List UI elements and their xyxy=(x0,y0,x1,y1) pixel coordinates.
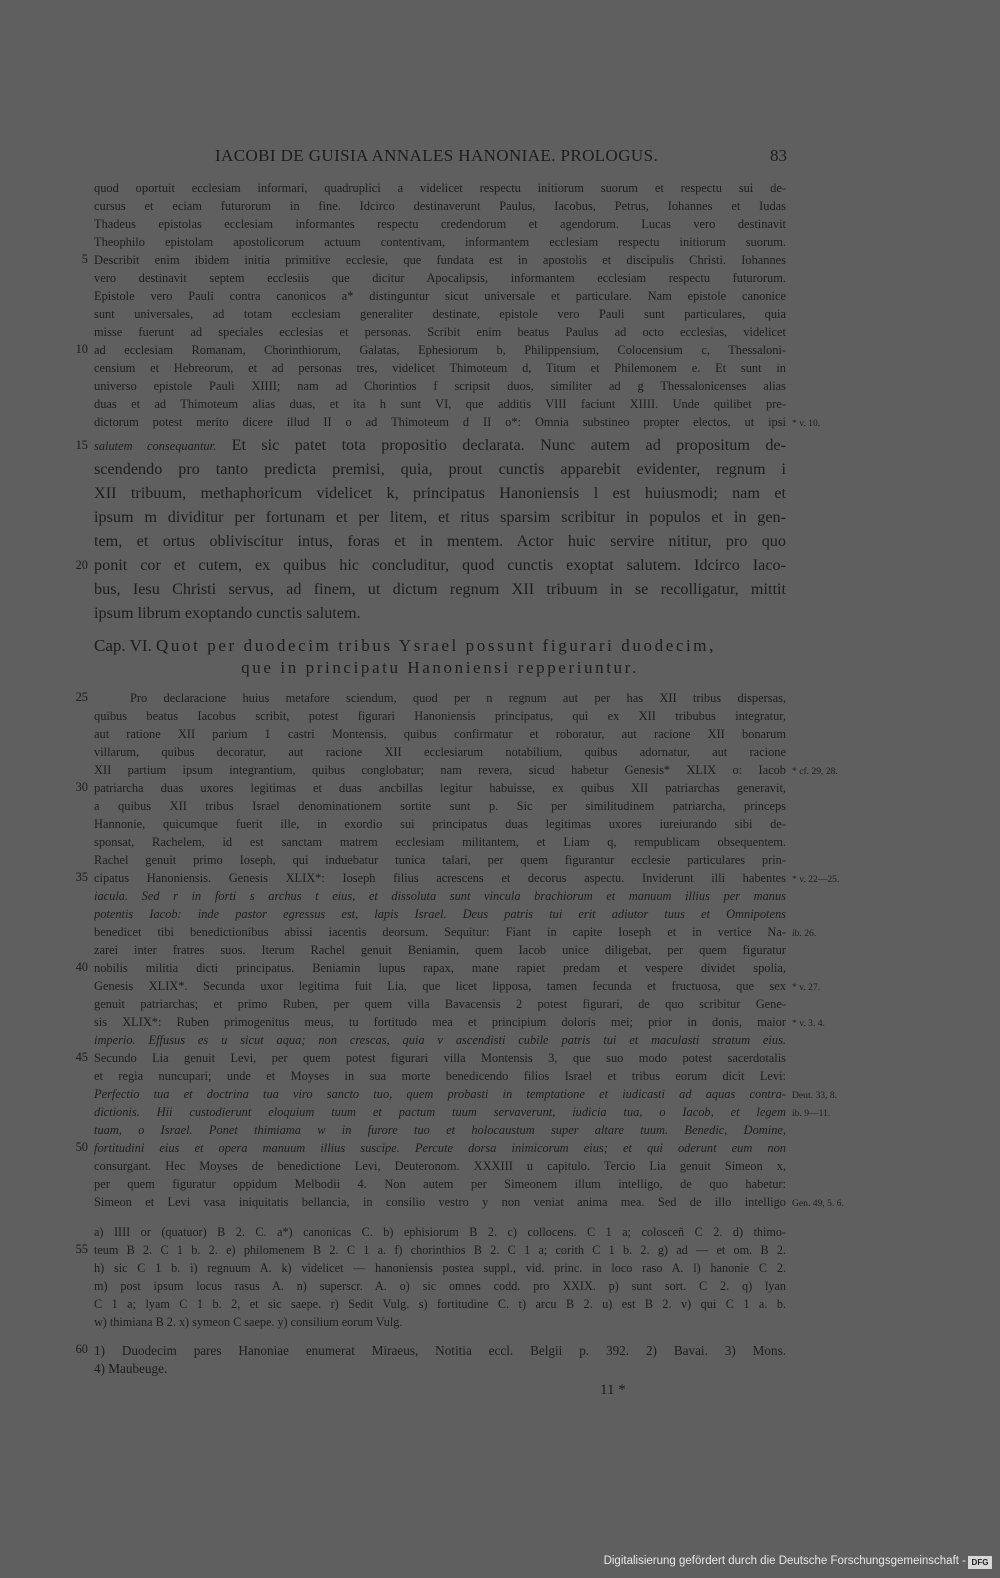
line-number: 45 xyxy=(75,1050,88,1064)
text-fragment: Et sic patet tota propositio declarata. Nunc autem ad propositum de- xyxy=(216,436,786,454)
text-line: universo epistole Pauli XIIII; nam ad Chorintios f scripsit duos, similiter ad g Thessalonicenses alias xyxy=(94,379,786,393)
chapter-title-cont: que in principatu Hanoniensi repperiuntur. xyxy=(241,658,639,677)
text-line: Secundo Lia genuit Levi, per quem potest figurari villa Montensis 3, que suo modo potest sacerdotalis xyxy=(94,1051,786,1065)
text-line: bus, Iesu Christi servus, ad finem, ut dictum regnum XII tribuum in se recolligatur, mittit xyxy=(94,580,786,598)
chapter-heading xyxy=(94,634,786,658)
text-line: Theophilo epistolam apostolicorum actuum contentivam, informantem ecclesiam respectu initiorum suorum. xyxy=(94,235,786,249)
header-title: IACOBI DE GUISIA ANNALES HANONIAE. PROLOGUS. xyxy=(215,146,659,165)
text-line: sunt universales, ad totam ecclesiam generaliter destinate, epistole vero Pauli sunt particulares, quia xyxy=(94,307,786,321)
credit-bar xyxy=(0,1548,1000,1578)
text-line: ipsum librum exoptando cunctis salutem. xyxy=(94,604,361,622)
text-line: Perfectio tua et doctrina tua viro sancto tuo, quem probasti in temptatione et iudicasti ad aquas contra- xyxy=(94,1087,786,1101)
text-line: XII tribuum, methaphoricum videlicet k, principatus Hanoniensis l est huiusmodi; nam et xyxy=(94,484,786,502)
text-line: ad ecclesiam Romanam, Chorinthiorum, Galatas, Ephesiorum b, Philippensium, Colocensium c, Thessaloni- xyxy=(94,343,786,357)
chapter-title: Quot per duodecim tribus Ysrael possunt figurari duodecim, xyxy=(156,636,716,655)
running-header xyxy=(95,146,795,168)
page-number: 83 xyxy=(770,146,787,165)
text-line: dictionis. Hii custodierunt eloquium tuum et pactum tuum servaverunt, iudicia tua, o Iacob, et legem xyxy=(94,1105,786,1119)
footnote-variant: C 1 a; lyam C 1 b. 2, et sic saepe. r) Sedit Vulg. s) fortitudine C. t) arcu B 2. u) est B 2. v) qui C 1 a. b. xyxy=(94,1297,786,1311)
text-line: censium et Hebreorum, et ad personas tres, videlicet Thimoteum d, Titum et Philemonem e. Et sunt in xyxy=(94,361,786,375)
text-line: XII partium ipsum integrantium, quibus conglobatur; nam revera, sicud habetur Genesis* XLIX o: Iacob xyxy=(94,763,786,777)
margin-reference: * cf. 29, 28. xyxy=(792,766,838,777)
margin-reference: ib. 26. xyxy=(792,928,817,939)
footnote-variant: h) sic C 1 b. i) regnuum A. k) videlicet — hanoniensis postea suppl., vid. princ. in loco raso A. l) hanonie C 2. xyxy=(94,1261,786,1275)
text-line: misse fuerunt ad speciales ecclesias et personas. Scribit enim beatus Paulus ad octo ecclesias, videlicet xyxy=(94,325,786,339)
text-fragment: salutem consequantur. xyxy=(94,439,217,453)
text-line: sponsat, Rachelem, id est sanctam matrem ecclesiam militantem, et Liam q, rempublicam obsequentem. xyxy=(94,835,786,849)
margin-reference: Deut. 33, 8. xyxy=(792,1090,838,1101)
text-line: Pro declaracione huius metafore sciendum, quod per n regnum aut per has XII tribus dispersas, xyxy=(130,691,786,705)
text-line: ponit cor et cutem, ex quibus hic concluditur, quod cunctis exoptat salutem. Idcirco Iaco- xyxy=(94,556,786,574)
text-line: Epistole vero Pauli contra canonicos a* distinguntur sicut universale et particulare. Nam epistole canonice xyxy=(94,289,786,303)
dfg-logo: DFG xyxy=(968,1556,992,1569)
line-number: 25 xyxy=(75,690,88,704)
chapter-label: Cap. VI. xyxy=(94,636,152,655)
text-line: iacula. Sed r in forti s archus t eius, et dissoluta sunt vincula brachiorum et manuum illius per manus xyxy=(94,889,786,903)
margin-reference: Gen. 49, 5. 6. xyxy=(792,1198,844,1209)
line-number: 15 xyxy=(75,438,88,452)
text-line: potentis Iacob: inde pastor egressus est, lapis Israel. Deus patris tui erit adiutor tuus et Omnipotens xyxy=(94,907,786,921)
text-line: et regia nuncupari; unde et Moyses in sua morte benedicendo filios Israel et tribus eorum dicit Levi: xyxy=(94,1069,786,1083)
text-line: per quem figuratur oppidum Melbodii 4. Non autem per Simeonem illum intelligo, de quo habetur: xyxy=(94,1177,786,1191)
line-number: 5 xyxy=(81,252,88,266)
text-line: fortitudini eius et opera manuum illius suscipe. Percute dorsa inimicorum eius; et qui oderunt eum non xyxy=(94,1141,786,1155)
text-line: duas et ad Thimoteum alias duas, et ita h sunt VI, que additis VIII faciunt XIIII. Unde quilibet pre- xyxy=(94,397,786,411)
footnote-note: 4) Maubeuge. xyxy=(94,1361,168,1376)
line-number: 50 xyxy=(75,1140,88,1154)
footnote-variant: a) IIII or (quatuor) B 2. C. a*) canonicas C. b) ephisiorum B 2. c) collocens. C 1 a; colosceñ C 2. d) thimo- xyxy=(94,1225,786,1239)
text-line: Hannonie, quicumque fuerit ille, in exordio sui principatus duas legitimas uxores iureiurando sibi de- xyxy=(94,817,786,831)
line-number: 10 xyxy=(75,342,88,356)
text-line: quod oportuit ecclesiam informari, quadruplici a videlicet respectu initiorum suorum et respectu sui de- xyxy=(94,181,786,195)
footnote-note: 1) Duodecim pares Hanoniae enumerat Miraeus, Notitia eccl. Belgii p. 392. 2) Bavai. 3) Mons. xyxy=(94,1343,786,1358)
text-line: scendendo pro tanto predicta premisi, quia, prout cunctis apparebit evidenter, regnum i xyxy=(94,460,786,478)
text-line: quibus beatus Iacobus scribit, potest figurari Hanoniensis principatus, qui ex XII tribubus integratur, xyxy=(94,709,786,723)
text-line: a quibus XII tribus Israel denominationem sortite sunt p. Sic per similitudinem patriarcha, princeps xyxy=(94,799,786,813)
line-number: 55 xyxy=(75,1242,88,1256)
line-number: 60 xyxy=(75,1342,88,1356)
margin-reference: * v. 27. xyxy=(792,982,821,993)
text-line: Thadeus epistolas ecclesiam informantes respectu credendorum et agendorum. Lucas vero destinavit xyxy=(94,217,786,231)
text-line: genuit patriarchas; et primo Ruben, per quem villa Bavacensis 2 potest figurari, de quo scribitur Gene- xyxy=(94,997,786,1011)
text-line: consurgant. Hec Moyses de benedictione Levi, Deuteronom. XXXIII u capitulo. Tercio Lia genuit Simeon x, xyxy=(94,1159,786,1173)
margin-reference: * v. 22—25. xyxy=(792,874,840,885)
text-line: dictorum potest merito dicere illud II o ad Thimoteum d II o*: Omnia substineo propter electos, ut ipsi xyxy=(94,415,786,429)
text-line: Simeon et Levi vasa iniquitatis bellancia, in consilio vestro y non veniat anima mea. Sed de illo intelligo xyxy=(94,1195,786,1209)
margin-reference: ib. 9—11. xyxy=(792,1108,831,1119)
text-line: zarei inter fratres suos. Iterum Rachel genuit Beniamin, quem Iacob unice diligebat, per quem figuratur xyxy=(94,943,786,957)
text-line: nobilis militia dicti principatus. Beniamin lupus rapax, mane rapiet predam et vespere dividet spolia, xyxy=(94,961,786,975)
text-line: vero destinavit septem ecclesiis que dicitur Apocalipsis, informantem ecclesiam respectu futurorum. xyxy=(94,271,786,285)
line-number: 35 xyxy=(75,870,88,884)
text-line: tuam, o Israel. Ponet thimiama w in furore tuo et holocaustum super altare tuum. Benedic, Domine, xyxy=(94,1123,786,1137)
line-number: 40 xyxy=(75,960,88,974)
text-line: imperio. Effusus es u sicut aqua; non crescas, quia v ascendisti cubile patris tui et maculasti stratum eius. xyxy=(94,1033,786,1047)
line-number: 30 xyxy=(75,780,88,794)
text-line: Describit enim ibidem initia primitive ecclesie, que fundata est in apostolis et discipulis Christi. Iohannes xyxy=(94,253,786,267)
text-line: tem, et ortus obliviscitur intus, foras et in mentem. Actor huic servire nititur, pro quo xyxy=(94,532,786,550)
margin-reference: * v. 3. 4. xyxy=(792,1018,825,1029)
credit-text: Digitalisierung gefördert durch die Deutsche Forschungsgemeinschaft - xyxy=(603,1555,966,1567)
text-line: benedicet tibi benedictionibus abissi iacentis deorsum. Sequitur: Fiant in capite Ioseph et in vertice Na- xyxy=(94,925,786,939)
signature-mark: 11 * xyxy=(600,1382,626,1398)
text-line: Genesis XLIX*. Secunda uxor legitima fuit Lia, que licet lipposa, tamen fecunda et fructuosa, que sex xyxy=(94,979,786,993)
text-line: Rachel genuit primo Ioseph, qui induebatur tunica talari, per quem figurantur ecclesie particulares prin- xyxy=(94,853,786,867)
text-line: cipatus Hanoniensis. Genesis XLIX*: Ioseph filius acrescens et decorus aspectu. Inviderunt illi habentes xyxy=(94,871,786,885)
footnote-variant: w) thimiana B 2. x) symeon C saepe. y) consilium eorum Vulg. xyxy=(94,1315,403,1329)
text-line: aut ratione XII parium 1 castri Montensis, quibus confirmatur et roboratur, aut racione XII bonarum xyxy=(94,727,786,741)
text-line-mixed xyxy=(94,434,786,456)
text-line: sis XLIX*: Ruben primogenitus meus, tu fortitudo mea et principium doloris mei; prior in donis, maior xyxy=(94,1015,786,1029)
footnote-variant: teum B 2. C 1 b. 2. e) philomenem B 2. C 1 a. f) chorinthios B 2. C 1 a; corith C 1 b. 2. g) ad — et om. B 2. xyxy=(94,1243,786,1257)
footnote-variant: m) post ipsum locus rasus A. n) superscr. A. o) sic omnes codd. pro XXIX. p) sunt sort. C 2. q) lyan xyxy=(94,1279,786,1293)
text-line: cursus et eciam futurorum in fine. Idcirco destinaverunt Paulus, Iacobus, Petrus, Iohannes et Iudas xyxy=(94,199,786,213)
line-number: 20 xyxy=(75,558,88,572)
text-line: ipsum m dividitur per fortunam et per litem, et ritus sparsim scribitur in populos et in gen- xyxy=(94,508,786,526)
text-line: patriarcha duas uxores legitimas et duas ancbillas legitur habuisse, ex quibus XII patriarchas generavit, xyxy=(94,781,786,795)
text-line: villarum, quibus decoratur, aut racione XII ecclesiarum notabilium, quibus adornatur, aut racione xyxy=(94,745,786,759)
margin-reference: * v. 10. xyxy=(792,418,821,429)
